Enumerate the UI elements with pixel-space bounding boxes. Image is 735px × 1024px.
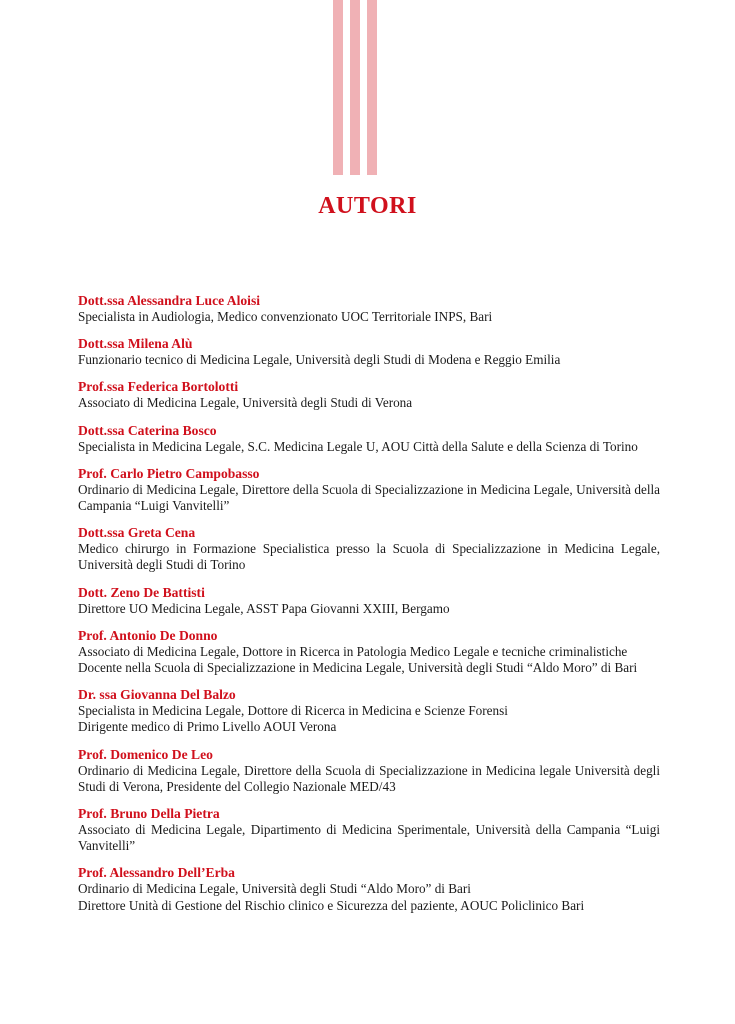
- author-entry: [78, 584, 660, 617]
- stripe-right: [367, 0, 377, 175]
- author-name: Dr. ssa Giovanna Del Balzo: [78, 687, 236, 703]
- author-name: Dott.ssa Alessandra Luce Aloisi: [78, 293, 261, 308]
- affiliation-line: Funzionario tecnico di Medicina Legale, Università degli Studi di Modena e Reggio Emilia: [78, 352, 561, 368]
- stripe-left: [333, 0, 343, 175]
- author-entry: [78, 465, 660, 514]
- author-entry: [78, 864, 660, 913]
- author-name: Dott.ssa Greta Cena: [78, 525, 196, 541]
- author-name: Prof. Carlo Pietro Campobasso: [78, 465, 260, 481]
- author-entry: [78, 524, 660, 573]
- author-affiliation: [78, 541, 660, 573]
- author-affiliation: [78, 395, 660, 411]
- author-affiliation: [78, 822, 660, 854]
- author-entry: [78, 422, 660, 455]
- affiliation-line: Ordinario di Medicina Legale, Direttore della Scuola di Specializzazione in Medicina legale Università degli Studi di Verona, Presidente del Collegio Nazionale MED/43: [78, 762, 660, 794]
- author-entry: [78, 627, 660, 676]
- author-name: Prof. Alessandro Dell’Erba: [78, 865, 235, 881]
- author-name: Prof.ssa Federica Bortolotti: [78, 379, 239, 395]
- affiliation-line: Specialista in Audiologia, Medico convenzionato UOC Territoriale INPS, Bari: [78, 309, 493, 324]
- affiliation-line: Ordinario di Medicina Legale, Università degli Studi “Aldo Moro” di Bari: [78, 881, 471, 897]
- author-name: Dott. Zeno De Battisti: [78, 584, 205, 600]
- affiliation-line: Direttore UO Medicina Legale, ASST Papa Giovanni XXIII, Bergamo: [78, 600, 450, 616]
- author-affiliation: [78, 601, 660, 617]
- author-name: Dott.ssa Caterina Bosco: [78, 422, 217, 438]
- author-affiliation: [78, 763, 660, 795]
- affiliation-line: Associato di Medicina Legale, Dottore in Ricerca in Patologia Medico Legale e tecniche criminalistiche: [78, 643, 628, 659]
- author-affiliation: [78, 482, 660, 514]
- author-list: [78, 292, 660, 924]
- author-affiliation: [78, 439, 660, 455]
- author-affiliation: [78, 309, 660, 325]
- author-name: Prof. Domenico De Leo: [78, 746, 213, 762]
- affiliation-line: Specialista in Medicina Legale, Dottore di Ricerca in Medicina e Scienze Forensi: [78, 703, 508, 719]
- author-name: Prof. Bruno Della Pietra: [78, 806, 220, 822]
- author-entry: [78, 292, 660, 325]
- page-title: AUTORI: [318, 193, 417, 219]
- author-entry: [78, 378, 660, 411]
- affiliation-line: Medico chirurgo in Formazione Specialistica presso la Scuola di Specializzazione in Medicina Legale, Università degli Studi di Torino: [78, 541, 660, 573]
- decorative-stripes: [333, 0, 377, 175]
- affiliation-line: Direttore Unità di Gestione del Rischio clinico e Sicurezza del paziente, AOUC Policlinico Bari: [78, 897, 585, 913]
- affiliation-line: Associato di Medicina Legale, Dipartimento di Medicina Sperimentale, Università della Campania “Luigi Vanvitelli”: [78, 822, 660, 854]
- stripe-middle: [350, 0, 360, 175]
- author-affiliation: [78, 644, 660, 676]
- author-affiliation: [78, 352, 660, 368]
- author-name: Prof. Antonio De Donno: [78, 627, 218, 643]
- affiliation-line: Ordinario di Medicina Legale, Direttore della Scuola di Specializzazione in Medicina Legale, Università della Campania “Luigi Vanvitelli”: [78, 481, 660, 514]
- affiliation-line: Associato di Medicina Legale, Università degli Studi di Verona: [78, 395, 413, 411]
- affiliation-line: Specialista in Medicina Legale, S.C. Medicina Legale U, AOU Città della Salute e della Scienza di Torino: [78, 438, 638, 454]
- affiliation-line: Docente nella Scuola di Specializzazione in Medicina Legale, Università degli Studi “Aldo Moro” di Bari: [78, 660, 638, 676]
- author-affiliation: [78, 881, 660, 913]
- author-affiliation: [78, 703, 660, 735]
- author-entry: [78, 686, 660, 735]
- author-entry: [78, 335, 660, 368]
- author-entry: [78, 805, 660, 854]
- author-name: Dott.ssa Milena Alù: [78, 336, 193, 352]
- affiliation-line: Dirigente medico di Primo Livello AOUI Verona: [78, 719, 337, 735]
- author-entry: [78, 746, 660, 795]
